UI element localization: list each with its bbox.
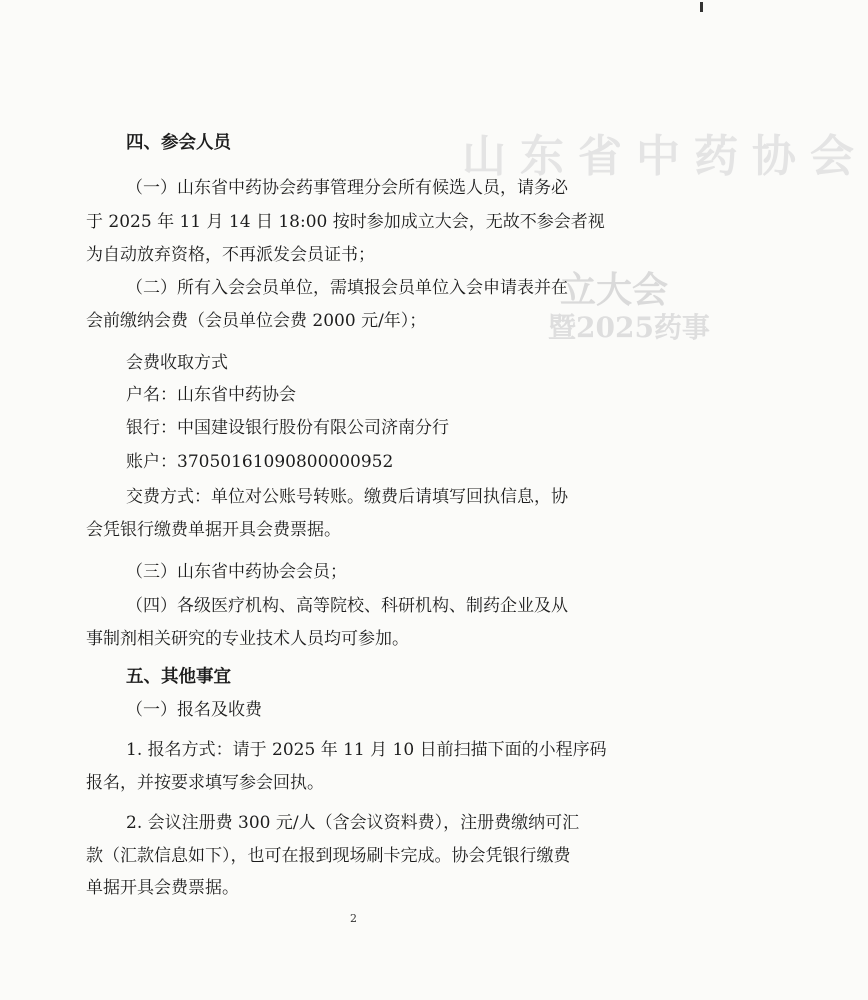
paragraph-line: （一）报名及收费: [126, 700, 262, 720]
paragraph-line: 事制剂相关研究的专业技术人员均可参加。: [86, 629, 409, 649]
paragraph-line: 会凭银行缴费单据开具会费票据。: [86, 520, 341, 540]
bleed-through-subtitle-2: 暨2025药事: [548, 311, 710, 344]
bleed-through-title: 山东省中药协会: [462, 131, 868, 182]
paragraph-line: 2. 会议注册费 300 元/人（含会议资料费），注册费缴纳可汇: [126, 813, 580, 833]
paragraph-line: 会费收取方式: [126, 353, 228, 373]
paragraph-line: 单据开具会费票据。: [86, 878, 239, 898]
paragraph-line: 银行：中国建设银行股份有限公司济南分行: [126, 418, 449, 438]
paragraph-line: （四）各级医疗机构、高等院校、科研机构、制药企业及从: [126, 596, 568, 616]
paragraph-line: 交费方式：单位对公账号转账。缴费后请填写回执信息，协: [126, 487, 568, 507]
scan-edge-mark: [700, 2, 703, 12]
paragraph-line: （一）山东省中药协会药事管理分会所有候选人员，请务必: [126, 178, 568, 198]
paragraph-line: 1. 报名方式：请于 2025 年 11 月 10 日前扫描下面的小程序码: [126, 740, 607, 760]
section-heading-other: 五、其他事宜: [126, 667, 231, 687]
paragraph-line: 款（汇款信息如下），也可在报到现场刷卡完成。协会凭银行缴费: [86, 846, 571, 866]
paragraph-line: （三）山东省中药协会会员；: [126, 562, 347, 582]
paragraph-line: （二）所有入会会员单位，需填报会员单位入会申请表并在: [126, 278, 568, 298]
paragraph-line: 报名，并按要求填写参会回执。: [86, 773, 324, 793]
paragraph-line: 户名：山东省中药协会: [126, 385, 296, 405]
paragraph-line: 于 2025 年 11 月 14 日 18:00 按时参加成立大会，无故不参会者视: [86, 212, 605, 232]
page-number: 2: [350, 912, 357, 925]
bank-account-line: 账户：37050161090800000952: [126, 452, 394, 472]
bleed-through-subtitle: 立大会: [560, 269, 669, 311]
paragraph-line: 为自动放弃资格，不再派发会员证书；: [86, 245, 375, 265]
section-heading-attendees: 四、参会人员: [126, 133, 231, 153]
paragraph-line: 会前缴纳会费（会员单位会费 2000 元/年）；: [86, 311, 427, 331]
